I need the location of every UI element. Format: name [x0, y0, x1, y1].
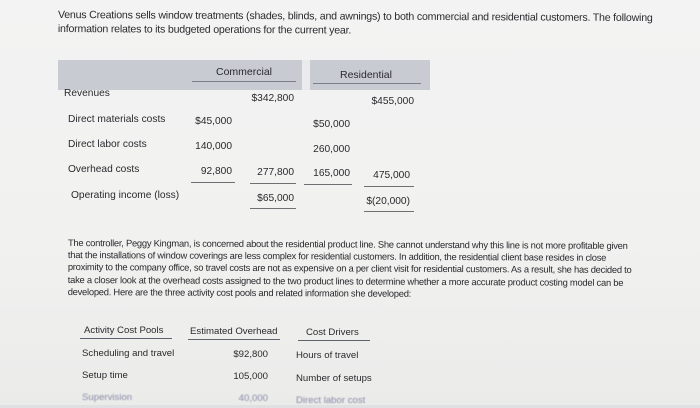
header-residential-underline — [313, 83, 421, 84]
row-label-labor: Direct labor costs — [68, 139, 147, 150]
commercial-labor: 140,000 — [195, 141, 232, 152]
residential-overhead: 165,000 — [313, 168, 350, 179]
driver-scheduling: Hours of travel — [296, 350, 359, 361]
header-band-gap — [302, 60, 310, 90]
overhead-setup: 105,000 — [233, 371, 268, 382]
activity-cost-pools-table — [78, 318, 378, 408]
header-residential: Residential — [340, 69, 392, 81]
header-estimated-overhead: Estimated Overhead — [190, 326, 278, 337]
overhead-supervision: 40,000 — [238, 393, 268, 404]
intro-paragraph: Venus Creations sells window treatments (shades, blinds, and awnings) to both commercial and residential customers. The following information relates to its budgeted operations for the current year. — [57, 8, 653, 37]
row-label-materials: Direct materials costs — [68, 114, 166, 125]
row-label-overhead: Overhead costs — [68, 164, 140, 175]
header-activity-cost-pools: Activity Cost Pools — [84, 325, 164, 336]
residential-overhead-underline — [304, 184, 352, 185]
commercial-total-underline — [250, 183, 296, 184]
residential-total-costs: 475,000 — [373, 170, 410, 181]
header-cost-drivers: Cost Drivers — [306, 327, 359, 338]
header-overhead-underline — [188, 339, 280, 340]
residential-income-underline — [364, 211, 414, 212]
commercial-revenues: $342,800 — [251, 93, 294, 104]
header-drivers-underline — [298, 340, 370, 341]
commercial-total-costs: 277,800 — [257, 167, 294, 178]
residential-materials: $50,000 — [313, 119, 350, 130]
driver-supervision: Direct labor cost — [296, 395, 366, 406]
driver-setup: Number of setups — [296, 373, 372, 384]
residential-labor: 260,000 — [313, 144, 350, 155]
pool-setup: Setup time — [82, 370, 128, 381]
residential-total-underline — [364, 186, 414, 187]
header-commercial-underline — [192, 81, 296, 82]
overhead-scheduling: $92,800 — [233, 349, 268, 360]
pool-supervision: Supervision — [82, 392, 133, 403]
residential-operating-income: $(20,000) — [366, 196, 410, 207]
pool-scheduling: Scheduling and travel — [82, 348, 175, 359]
row-label-revenues: Revenues — [64, 88, 110, 99]
commercial-overhead: 92,800 — [200, 166, 232, 177]
controller-paragraph: The controller, Peggy Kingman, is concerned about the residential product line. She cannot understand why this line is not more profitable given that the installations of window coverings are less complex for residential customers. In addition, the residential client base resides in close proximity to the company office, so travel costs are not as expensive on a per client visit for residential customers. As a result, she has decided to take a closer look at the overhead costs assigned to the two product lines to determine whether a more accurate product costing model can be developed. Here are the three activity cost pools and related information she developed: — [67, 237, 632, 299]
row-label-operating-income: Operating income (loss) — [71, 190, 180, 201]
residential-revenues: $455,000 — [371, 96, 414, 107]
commercial-income-underline — [250, 208, 296, 209]
commercial-overhead-underline — [191, 182, 235, 183]
commercial-materials: $45,000 — [195, 116, 232, 127]
header-commercial: Commercial — [216, 66, 273, 78]
budget-table — [58, 60, 430, 220]
header-pools-underline — [80, 338, 172, 339]
commercial-operating-income: $65,000 — [257, 193, 294, 204]
